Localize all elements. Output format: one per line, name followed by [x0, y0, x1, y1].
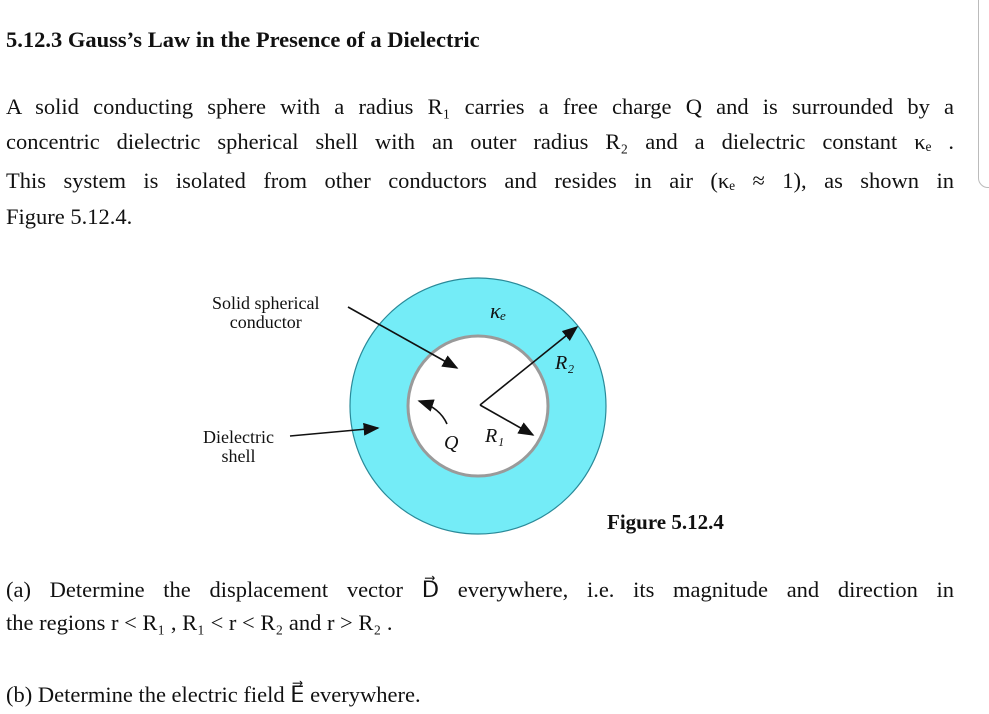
kappa-label: κₑ [490, 298, 507, 323]
paragraph-line: A solid conducting sphere with a radius R₁ carries a free charge Q and is surrounded by a [6, 94, 954, 119]
r1-label: R₁ [485, 425, 505, 447]
question-a-line: (a) Determine the displacement vector D⃗ everywhere, i.e. its magnitude and direction in [6, 577, 954, 602]
paragraph-line: Figure 5.12.4. [6, 204, 133, 229]
question-a-line: the regions r < R₁ , R₁ < r < R₂ and r > R₂ . [6, 610, 393, 635]
paragraph-line: concentric dielectric spherical shell with an outer radius R₂ and a dielectric constant κₑ . [6, 129, 954, 154]
label-line: Solid spherical [212, 293, 320, 313]
figure-caption: Figure 5.12.4 [607, 510, 724, 534]
r2-label: R₂ [555, 352, 575, 374]
paragraph-line: This system is isolated from other conductors and resides in air (κₑ ≈ 1), as shown in [6, 168, 954, 193]
label-dielectric-shell [203, 428, 274, 466]
question-b: (b) Determine the electric field E⃗ everywhere. [6, 682, 421, 707]
section-heading: 5.12.3 Gauss’s Law in the Presence of a Dielectric [6, 27, 480, 52]
charge-label: Q [444, 432, 459, 454]
label-line: Dielectric [203, 427, 274, 447]
label-solid-spherical-conductor [212, 294, 319, 332]
label-line: conductor [229, 312, 302, 332]
label-line: shell [221, 446, 256, 466]
